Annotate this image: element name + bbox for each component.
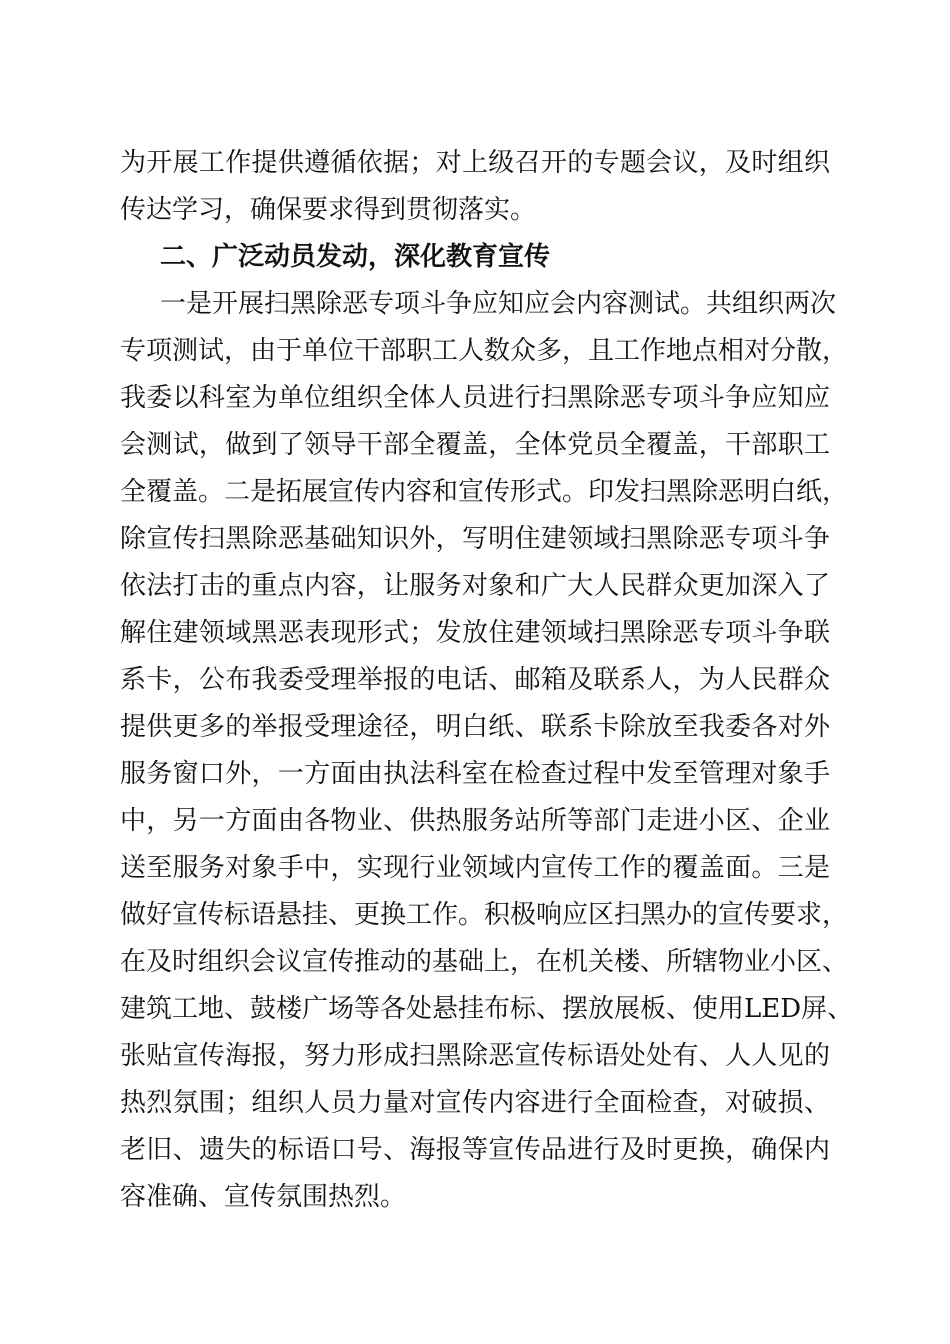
text-line: 会测试，做到了领导干部全覆盖，全体党员全覆盖，干部职工 [120, 430, 830, 460]
text-line: 我委以科室为单位组织全体人员进行扫黑除恶专项斗争应知应 [120, 383, 830, 413]
text-line: 做好宣传标语悬挂、更换工作。积极响应区扫黑办的宣传要求， [120, 900, 849, 930]
section-heading: 二、广泛动员发动，深化教育宣传 [160, 242, 551, 272]
text-line: 传达学习，确保要求得到贯彻落实。 [120, 195, 537, 225]
text-line: 全覆盖。二是拓展宣传内容和宣传形式。印发扫黑除恶明白纸， [120, 477, 849, 507]
document-body [120, 140, 854, 1221]
text-line: 专项测试，由于单位干部职工人数众多，且工作地点相对分散， [120, 336, 849, 366]
text-line: 为开展工作提供遵循依据；对上级召开的专题会议，及时组织 [120, 148, 830, 178]
text-line: 提供更多的举报受理途径，明白纸、联系卡除放至我委各对外 [120, 712, 830, 742]
text-line: 一是开展扫黑除恶专项斗争应知应会内容测试。共组织两次 [160, 289, 837, 319]
text-line: 送至服务对象手中，实现行业领域内宣传工作的覆盖面。三是 [120, 853, 830, 883]
text-line: 系卡，公布我委受理举报的电话、邮箱及联系人，为人民群众 [120, 665, 830, 695]
text-line: 中，另一方面由各物业、供热服务站所等部门走进小区、企业 [120, 806, 830, 836]
text-line: 除宣传扫黑除恶基础知识外，写明住建领域扫黑除恶专项斗争 [120, 524, 830, 554]
text-line: 张贴宣传海报，努力形成扫黑除恶宣传标语处处有、人人见的 [120, 1041, 830, 1071]
text-line: 在及时组织会议宣传推动的基础上，在机关楼、所辖物业小区、 [120, 947, 849, 977]
text-line: 热烈氛围；组织人员力量对宣传内容进行全面检查，对破损、 [120, 1088, 830, 1118]
text-line: 服务窗口外，一方面由执法科室在检查过程中发至管理对象手 [120, 759, 830, 789]
text-line: 解住建领域黑恶表现形式；发放住建领域扫黑除恶专项斗争联 [120, 618, 830, 648]
text-line: 容准确、宣传氛围热烈。 [120, 1182, 407, 1212]
text-line: 建筑工地、鼓楼广场等各处悬挂布标、摆放展板、使用LED屏、 [120, 994, 854, 1024]
text-line: 依法打击的重点内容，让服务对象和广大人民群众更加深入了 [120, 571, 830, 601]
text-line: 老旧、遗失的标语口号、海报等宣传品进行及时更换，确保内 [120, 1135, 830, 1165]
